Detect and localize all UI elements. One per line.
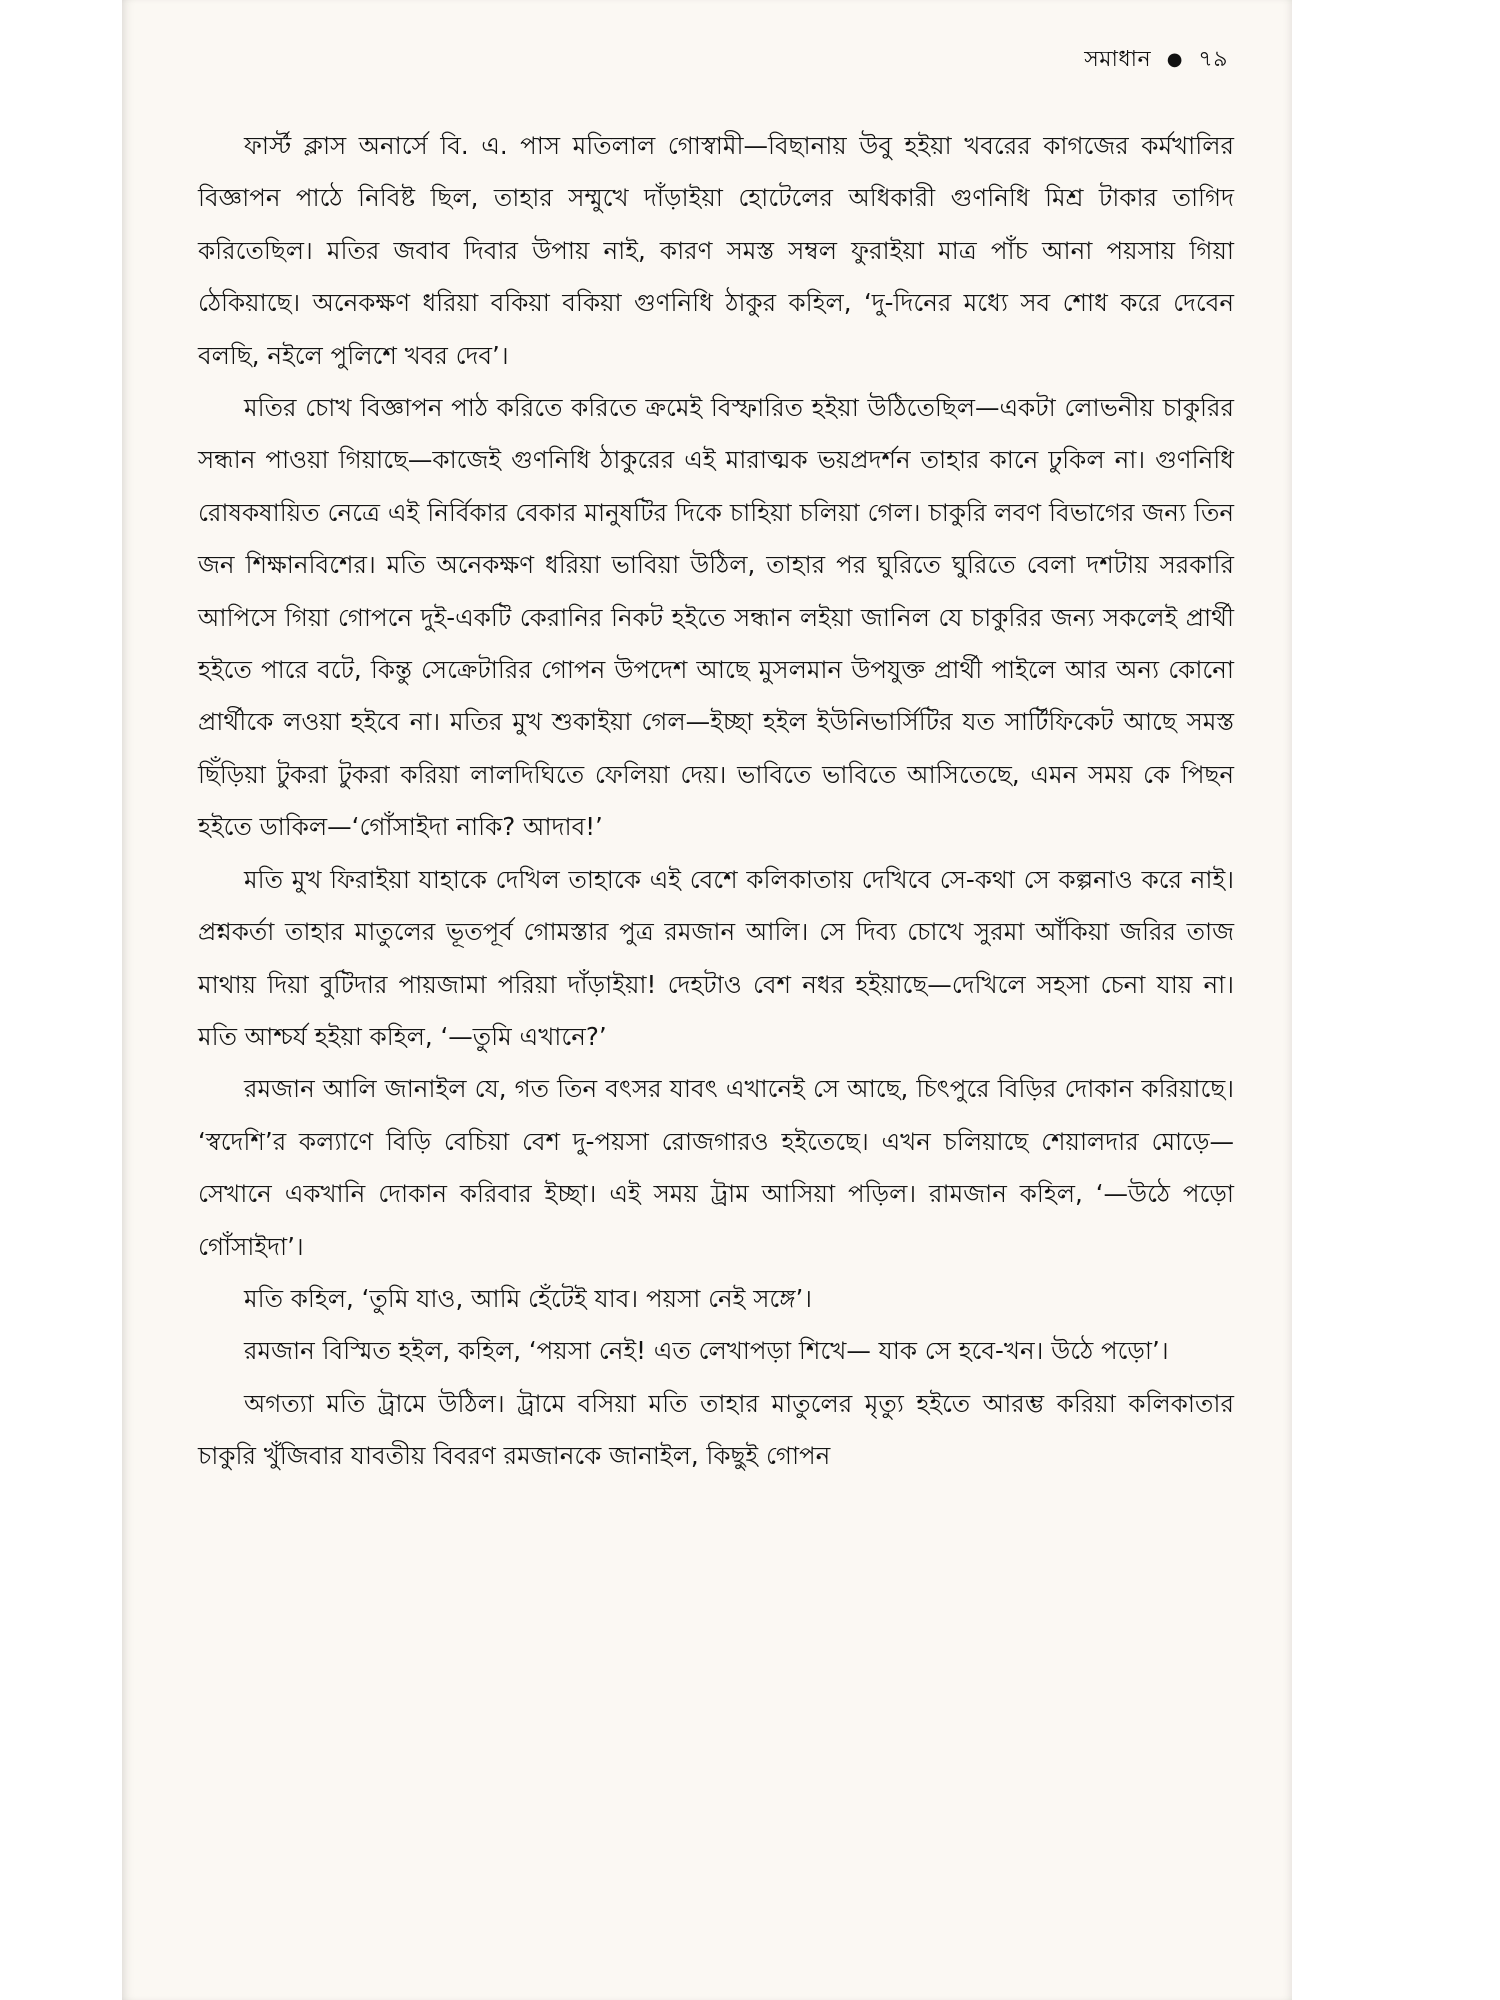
page-number: ৭৯: [1198, 47, 1228, 72]
chapter-title: সমাধান: [1084, 47, 1152, 72]
paragraph: অগত্যা মতি ট্রামে উঠিল। ট্রামে বসিয়া মতি তাহার মাতুলের মৃত্যু হইতে আরম্ভ করিয়া কলিকাতার চাকুরি খুঁজিবার যাবতীয় বিবরণ রমজানকে জানাইল, কিছুই গোপন: [198, 1388, 1234, 1471]
paragraph: মতির চোখ বিজ্ঞাপন পাঠ করিতে করিতে ক্রমেই বিস্ফারিত হইয়া উঠিতেছিল—একটা লোভনীয় চাকুরির সন্ধান পাওয়া গিয়াছে—কাজেই গুণনিধি ঠাকুরের এই মারাত্মক ভয়প্রদর্শন তাহার কানে ঢুকিল না। গুণনিধি রোষকষায়িত নেত্রে এই নির্বিকার বেকার মানুষটির দিকে চাহিয়া চলিয়া গেল। চাকুরি লবণ বিভাগের জন্য তিন জন শিক্ষানবিশের। মতি অনেকক্ষণ ধরিয়া ভাবিয়া উঠিল, তাহার পর ঘুরিতে ঘুরিতে বেলা দশটায় সরকারি আপিসে গিয়া গোপনে দুই-একটি কেরানির নিকট হইতে সন্ধান লইয়া জানিল যে চাকুরির জন্য সকলেই প্রার্থী হইতে পারে বটে, কিন্তু সেক্রেটারির গোপন উপদেশ আছে মুসলমান উপযুক্ত প্রার্থী পাইলে আর অন্য কোনো প্রার্থীকে লওয়া হইবে না। মতির মুখ শুকাইয়া গেল—ইচ্ছা হইল ইউনিভার্সিটির যত সার্টিফিকেট আছে সমস্ত ছিঁড়িয়া টুকরা টুকরা করিয়া লালদিঘিতে ফেলিয়া দেয়। ভাবিতে ভাবিতে আসিতেছে, এমন সময় কে পিছন হইতে ডাকিল—‘গোঁসাইদা নাকি? আদাব!’: [198, 393, 1234, 842]
paragraph: মতি মুখ ফিরাইয়া যাহাকে দেখিল তাহাকে এই বেশে কলিকাতায় দেখিবে সে-কথা সে কল্পনাও করে নাই। প্রশ্নকর্তা তাহার মাতুলের ভূতপূর্ব গোমস্তার পুত্র রমজান আলি। সে দিব্য চোখে সুরমা আঁকিয়া জরির তাজ মাথায় দিয়া বুটিদার পায়জামা পরিয়া দাঁড়াইয়া! দেহটাও বেশ নধর হইয়াছে—দেখিলে সহসা চেনা যায় না। মতি আশ্চর্য হইয়া কহিল, ‘—তুমি এখানে?’: [198, 864, 1234, 1051]
paragraph: রমজান আলি জানাইল যে, গত তিন বৎসর যাবৎ এখানেই সে আছে, চিৎপুরে বিড়ির দোকান করিয়াছে। ‘স্বদেশি’র কল্যাণে বিড়ি বেচিয়া বেশ দু-পয়সা রোজগারও হইতেছে। এখন চলিয়াছে শেয়ালদার মোড়ে—সেখানে একখানি দোকান করিবার ইচ্ছা। এই সময় ট্রাম আসিয়া পড়িল। রামজান কহিল, ‘—উঠে পড়ো গোঁসাইদা’।: [198, 1074, 1234, 1261]
bullet-separator: ●: [1166, 49, 1183, 70]
paragraph: ফার্স্ট ক্লাস অনার্সে বি. এ. পাস মতিলাল গোস্বামী—বিছানায় উবু হইয়া খবরের কাগজের কর্মখালির বিজ্ঞাপন পাঠে নিবিষ্ট ছিল, তাহার সম্মুখে দাঁড়াইয়া হোটেলের অধিকারী গুণনিধি মিশ্র টাকার তাগিদ করিতেছিল। মতির জবাব দিবার উপায় নাই, কারণ সমস্ত সম্বল ফুরাইয়া মাত্র পাঁচ আনা পয়সায় গিয়া ঠেকিয়াছে। অনেকক্ষণ ধরিয়া বকিয়া বকিয়া গুণনিধি ঠাকুর কহিল, ‘দু-দিনের মধ্যে সব শোধ করে দেবেন বলছি, নইলে পুলিশে খবর দেব’।: [198, 131, 1234, 370]
paragraph: রমজান বিস্মিত হইল, কহিল, ‘পয়সা নেই! এত লেখাপড়া শিখে— যাক সে হবে-খন। উঠে পড়ো’।: [244, 1336, 1169, 1366]
body-text: [198, 120, 1234, 1483]
paragraph: মতি কহিল, ‘তুমি যাও, আমি হেঁটেই যাব। পয়সা নেই সঙ্গে’।: [244, 1283, 813, 1313]
book-page: [122, 0, 1292, 2000]
running-header: [1084, 42, 1228, 79]
